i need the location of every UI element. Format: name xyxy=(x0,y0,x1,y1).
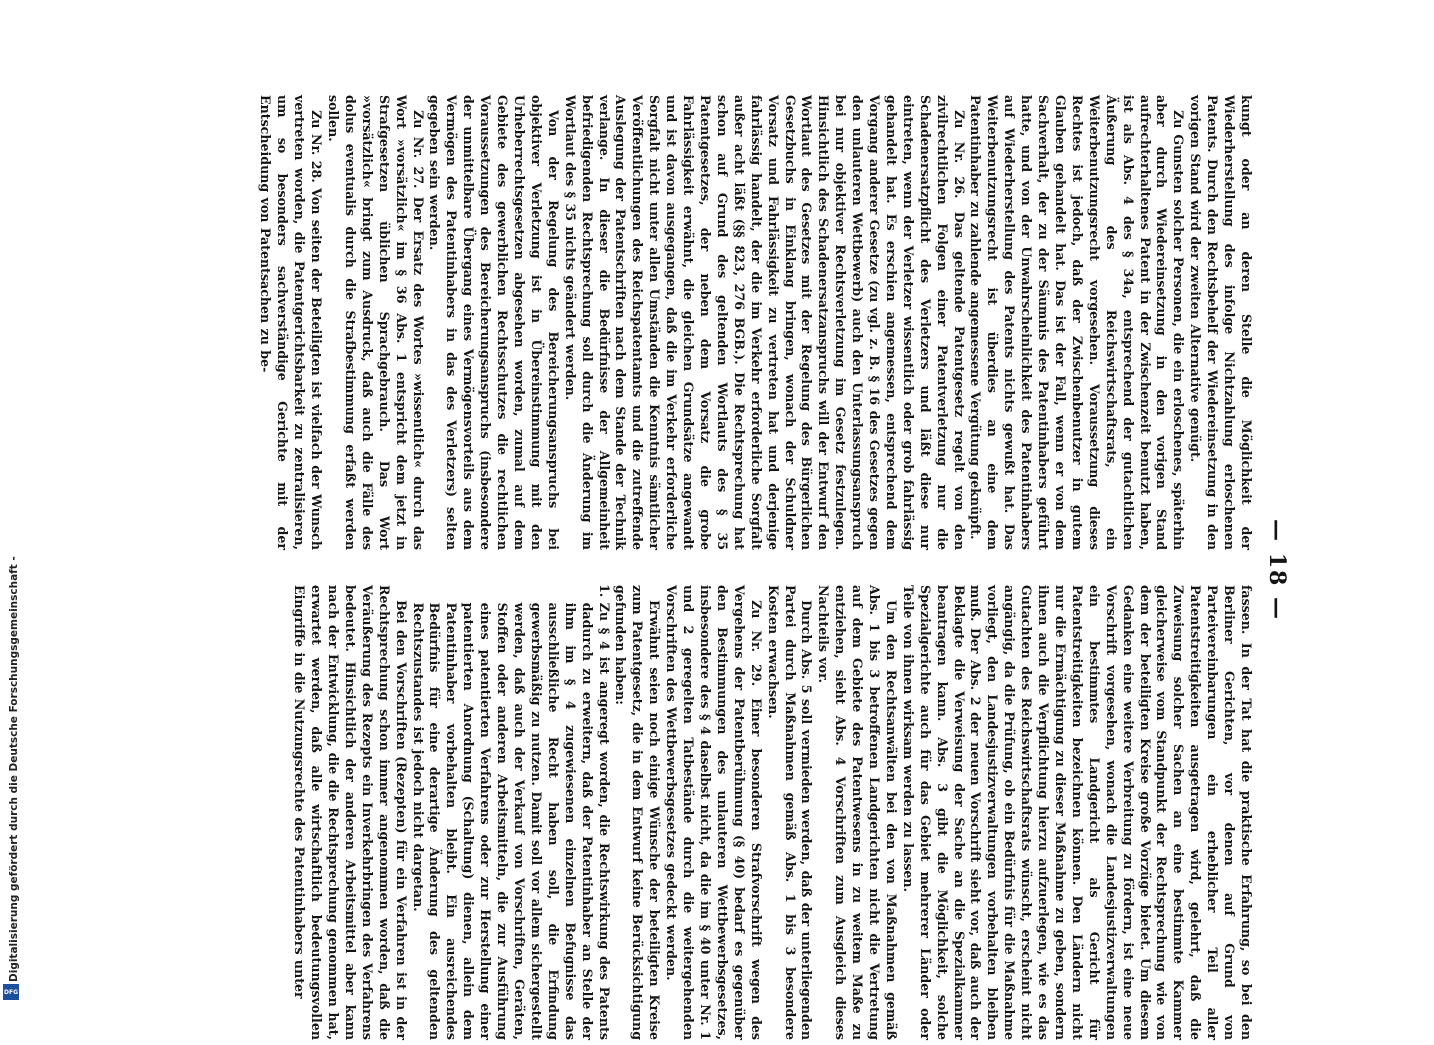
paragraph: Zu Nr. 29. Einer besonderen Strafvorschrift wegen des Vergehens der Patentberühmung (§ 40) bedarf es gegenüber den Bestimmungen des unlauteren Wettbewerbsgesetzes, insbesondere des § 4 daselbst nicht, da die im § 40 unter Nr. 1 und 2 geregelten Tatbestände durch die weitergehenden Vorschriften des Wettbewerbsgesetzes gedeckt werden. xyxy=(664,585,764,1040)
numbered-list xyxy=(409,585,612,1040)
dfg-logo xyxy=(3,984,19,1000)
paragraph: Zu Nr. 27. Der Ersatz des Wortes »wissentlich« durch das Wort »vorsätzlich« im § 36 Abs. 1 entspricht dem jetzt in Strafgesetzen üblichen Sprachgebrauch. Das Wort »vorsätzlich« bringt zum Ausdruck, daß auch die Fälle des dolus eventualis durch die Strafbestimmung erfaßt werden sollen. xyxy=(326,95,426,550)
scanned-page xyxy=(110,95,1290,1045)
paragraph: Durch Abs. 5 soll vermieden werden, daß der unterliegenden Partei durch Maßnahmen gemäß Abs. 1 bis 3 besondere Kosten erwachsen. xyxy=(765,585,815,1040)
sidebar-credit xyxy=(4,342,20,982)
logo-text: DFG xyxy=(3,988,18,996)
paragraph: Von der Regelung des Bereicherungsanspruchs bei objektiver Verletzung ist in Übereinstimmung mit den Urheberrechtsgesetzen abgesehen worden, zumal auf dem Gebiete des gewerblichen Rechtsschutzes die rechtlichen Voraussetzungen des Bereicherungsanspruchs (insbesondere der unmittelbare Übergang eines Vermögensvorteils aus dem Vermögen des Patentinhabers in das des Verletzers) selten gegeben sein werden. xyxy=(427,95,561,550)
paragraph: Um den Rechtsanwälten bei den von Maßnahmen gemäß Abs. 1 bis 3 betroffenen Landgerichten nicht die Vertretung auf dem Gebiete des Patentwesens in zu weitem Maße zu entziehen, sieht Abs. 4 Vorschriften zum Ausgleich dieses Nachteils vor. xyxy=(816,585,899,1040)
digitization-sidebar xyxy=(0,0,24,1000)
page-number-header: — 18 — xyxy=(1264,519,1290,621)
paragraph: Zu Nr. 26. Das geltende Patentgesetz regelt von den zivilrechtlichen Folgen einer Patentverletzung nur die Schadenersatzpflicht des Verletzers und läßt diese nur eintreten, wenn der Verletzer wissentlich oder grob fahrlässig gehandelt hat. Es erschien angemessen, entsprechend dem Vorgang anderer Gesetze (zu vgl. z. B. § 16 des Gesetzes gegen den unlauteren Wettbewerb) auch den Unterlassungsanspruch bei nur objektiver Rechtsverletzung im Gesetz festzulegen. Hinsichtlich des Schadenersatzanspruchs will der Entwurf den Wortlaut des Gesetzes mit der Regelung des Bürgerlichen Gesetzbuchs in Einklang bringen, wonach der Schuldner Vorsatz und Fahrlässigkeit zu vertreten hat und derjenige fahrlässig handelt, der die im Verkehr erforderliche Sorgfalt außer acht läßt (§§ 823, 276 BGB.). Die Rechtsprechung hat schon auf Grund des geltenden Wortlauts des § 35 Patentgesetzes, der neben dem Vorsatz die grobe Fahrlässigkeit erwähnt, die gleichen Grundsätze angewandt und ist davon ausgegangen, daß die im Verkehr erforderliche Sorgfalt nicht unter allen Umständen die Kenntnis sämtlicher Veröffentlichungen des Reichspatentamts und die zutreffende Auslegung der Patentschriften nach dem Stande der Technik verlange. In dieser die Bedürfnisse der Allgemeinheit befriedigenden Rechtsprechung soll durch die Änderung im Wortlaut des § 35 nichts geändert werden. xyxy=(562,95,967,550)
list-item xyxy=(409,603,612,1040)
credit-text: Digitalisierung gefördert durch die Deutsche Forschungsgemeinschaft - xyxy=(8,556,20,982)
paragraph: kungt oder an deren Stelle die Möglichkeit der Wiederherstellung des infolge Nichtzahlung erloschenen Patents. Durch den Rechtsbehelf der Wiedereinsetzung in den vorigen Stand wird der zweiten Alternative genügt. xyxy=(1188,95,1254,550)
paragraph: fassen. In der Tat hat die praktische Erfahrung, so bei den Berliner Gerichten, vor denen auf Grund von Parteivereinbarungen ein erheblicher Teil aller Patentstreitigkeiten ausgetragen wird, gelehrt, daß die Zuweisung solcher Sachen an eine bestimmte Kammer gleicherweise vom Standpunkt der Rechtsprechung wie von dem der beteiligten Kreise große Vorzüge bietet. Um diesem Gedanken eine weitere Verbreitung zu fördern, ist eine neue Vorschrift vorgesehen, wonach die Landesjustizverwaltungen ein bestimmtes Landgericht als Gericht für Patentstreitigkeiten bezeichnen können. Den Ländern nicht nur die Ermächtigung zu dieser Maßnahme zu geben, sondern ihnen auch die Verpflichtung hierzu aufzuerlegen, wie es das Gutachten des Reichswirtschaftsrats wünscht, erscheint nicht angängig, da die Prüfung, ob ein Bedürfnis für die Maßnahme vorliegt, den Landesjustizverwaltungen vorbehalten bleiben muß. Der Abs. 2 der neuen Vorschrift sieht vor, daß auch der Beklagte die Verweisung der Sache an die Spezialkammer beantragen kann. Abs. 3 gibt die Möglichkeit, solche Spezialgerichte auch für das Gebiet mehrerer Länder oder Teile von ihnen wirksam werden zu lassen. xyxy=(900,585,1254,1040)
list-item-text: Zu § 4 ist angeregt worden, die Rechtswirkung des Patents dadurch zu erweitern, daß der Patentinhaber an Stelle der ihm im § 4 zugewiesenen einzelnen Befugnisse das ausschließliche Recht haben soll, die Erfindung gewerbsmäßig zu nutzen. Damit soll vor allem sichergestellt werden, daß auch der Verkauf von Vorschriften, Geräten, Stoffen oder anderen Arbeitsmitteln, die zur Ausführung eines patentierten Verfahrens oder zur Herstellung einer patentierten Anordnung (Schaltung) dienen, allein dem Patentinhaber vorbehalten bleibt. Ein ausreichendes Bedürfnis für eine derartige Änderung des geltenden Rechtszustandes ist jedoch nicht dargetan. xyxy=(410,602,612,1040)
paragraph: Zu Nr. 28. Von seiten der Beteiligten ist vielfach der Wunsch vertreten worden, die Patentgerichtsbarkeit zu zentralisieren, um so besonders sachverständige Gerichte mit der Entscheidung von Patentsachen zu be- xyxy=(258,95,325,550)
left-column xyxy=(257,95,1254,550)
right-column xyxy=(290,585,1254,1040)
paragraph: Zu Gunsten solcher Personen, die ein erloschenes, späterhin aber durch Wiedereinsetzung in den vorigen Stand aufrechterhaltenes Patent in der Zwischenzeit benutzt haben, ist als Abs. 4 des § 34a, entsprechend der gutachtlichen Äußerung des Reichswirtschaftsrats, ein Weiterbenutzungsrecht vorgesehen. Voraussetzung dieses Rechtes ist jedoch, daß der Zwischenbenutzer in gutem Glauben gehandelt hat. Das ist der Fall, wenn er von dem Sachverhalt, der zu der Säumnis des Patentinhabers geführt hatte, und von der Unwahrscheinlichkeit des Patentinhabers auf Wiederherstellung des Patents nichts gewußt hat. Das Weiterbenutzungsrecht ist überdies an eine dem Patentinhaber zu zahlende angemessene Vergütung geknüpft. xyxy=(968,95,1187,550)
paragraph: Erwähnt seien noch einige Wünsche der beteiligten Kreise zum Patentgesetz, die in dem Entwurf keine Berücksichtigung gefunden haben: xyxy=(613,585,663,1040)
paragraph: Bei den Vorschriften (Rezepten) für ein Verfahren ist in der Rechtsprechung schon immer angenommen worden, daß die Veräußerung des Rezepts ein Inverkehrbringen des Verfahrens bedeutet. Hinsichtlich der anderen Arbeitsmittel aber kann nach der Entwicklung, die die Rechtsprechung genommen hat, erwartet werden, daß alle wirtschaftlich bedeutungsvollen Eingriffe in die Nutzungsrechte des Patentinhabers unter xyxy=(292,585,409,1040)
